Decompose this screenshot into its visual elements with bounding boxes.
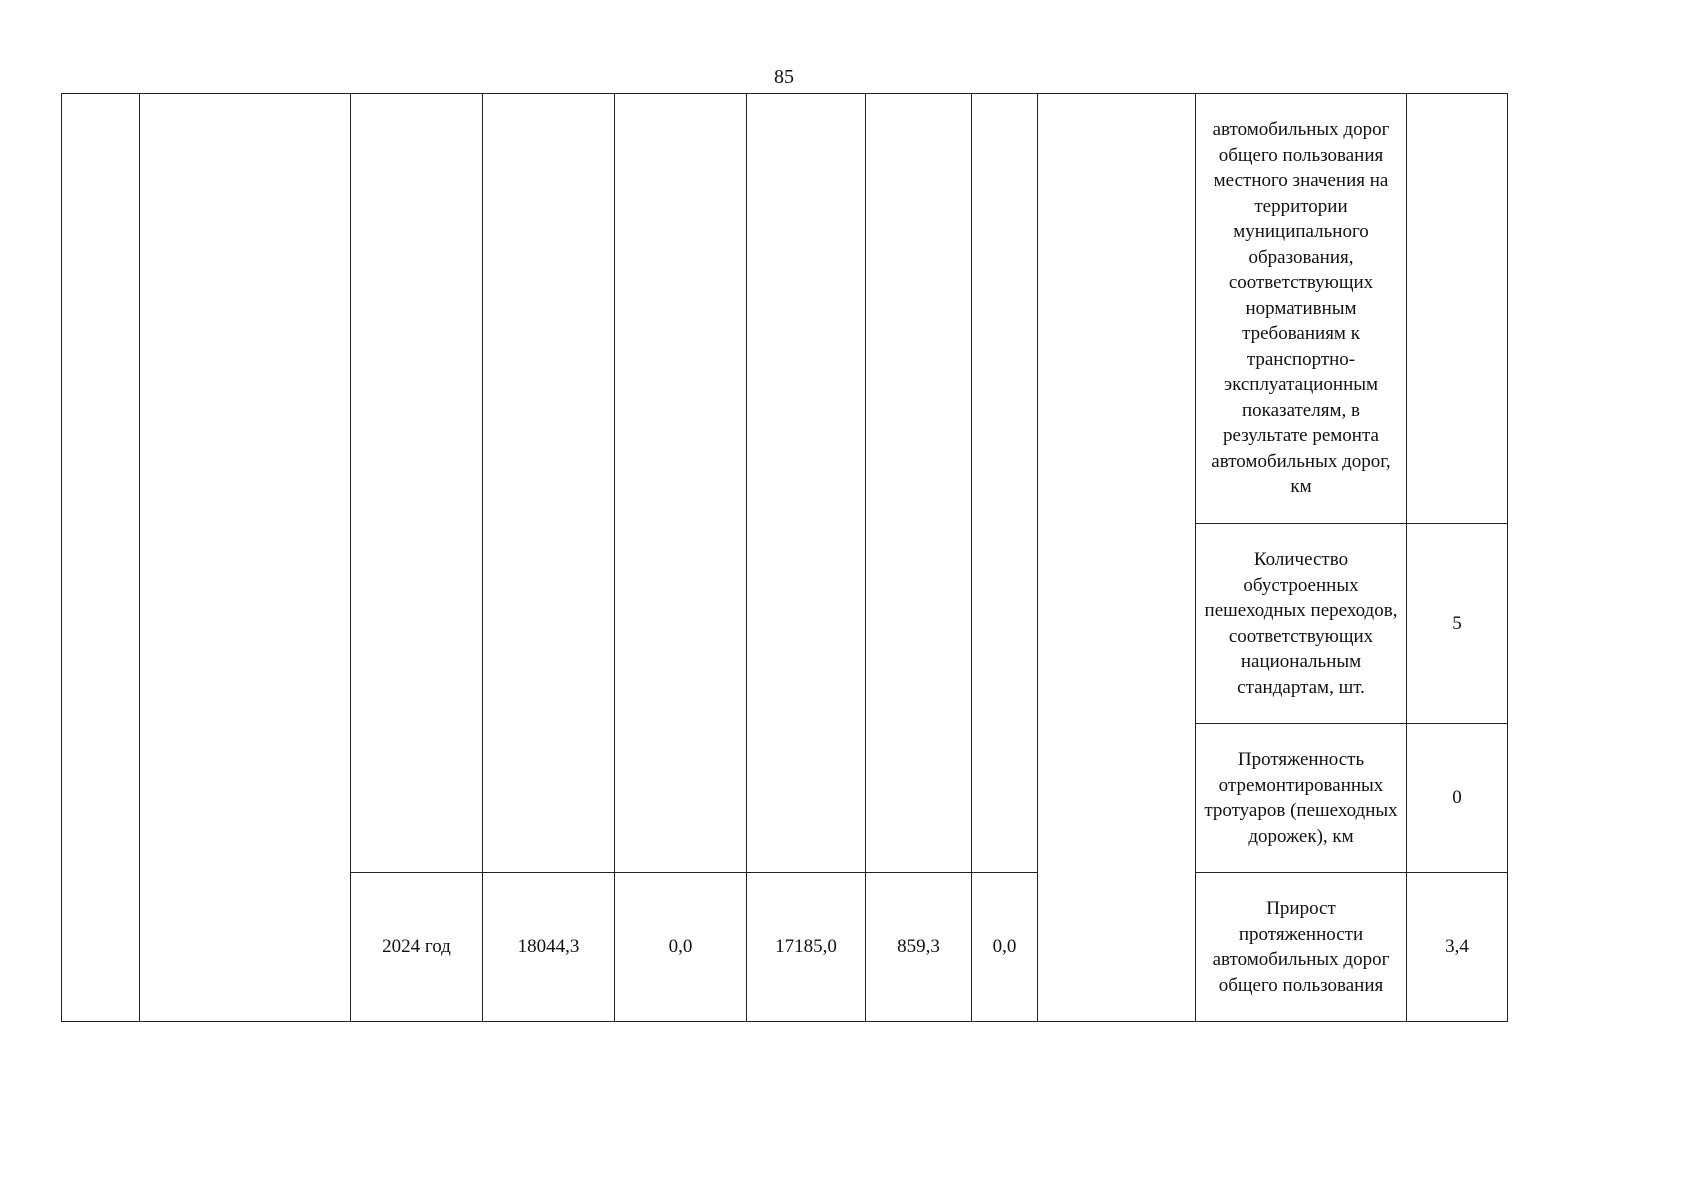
table-row <box>62 94 1508 524</box>
total-value: 18044,3 <box>483 873 615 1022</box>
indicator-name: Протяженность отремонтированных тротуаров (пешеходных дорожек), км <box>1196 724 1407 873</box>
funding-cell <box>615 94 747 873</box>
indicator-value <box>1407 94 1508 524</box>
funding-value: 17185,0 <box>747 873 866 1022</box>
indicator-name: Прирост протяженности автомобильных дорог общего пользования <box>1196 873 1407 1022</box>
number-cell <box>62 94 140 1022</box>
funding-value: 0,0 <box>615 873 747 1022</box>
funding-cell <box>747 94 866 873</box>
funding-value: 0,0 <box>972 873 1038 1022</box>
indicator-value: 0 <box>1407 724 1508 873</box>
funding-cell <box>972 94 1038 873</box>
period-cell <box>351 94 483 873</box>
funding-cell <box>866 94 972 873</box>
measure-name-cell <box>140 94 351 1022</box>
indicator-value: 3,4 <box>1407 873 1508 1022</box>
funding-value: 859,3 <box>866 873 972 1022</box>
indicator-value: 5 <box>1407 524 1508 724</box>
indicator-name: Количество обустроенных пешеходных переходов, соответствующих национальным стандартам, шт. <box>1196 524 1407 724</box>
year-cell: 2024 год <box>351 873 483 1022</box>
page-number: 85 <box>774 66 794 88</box>
program-table <box>61 93 1508 1022</box>
indicator-name: автомобильных дорог общего пользования местного значения на территории муниципального образования, соответствующих нормативным требованиям к транспортно-эксплуатационным показателям, в результате ремонта автомобильных дорог, км <box>1196 94 1407 524</box>
total-cell <box>483 94 615 873</box>
executor-cell <box>1038 94 1196 1022</box>
